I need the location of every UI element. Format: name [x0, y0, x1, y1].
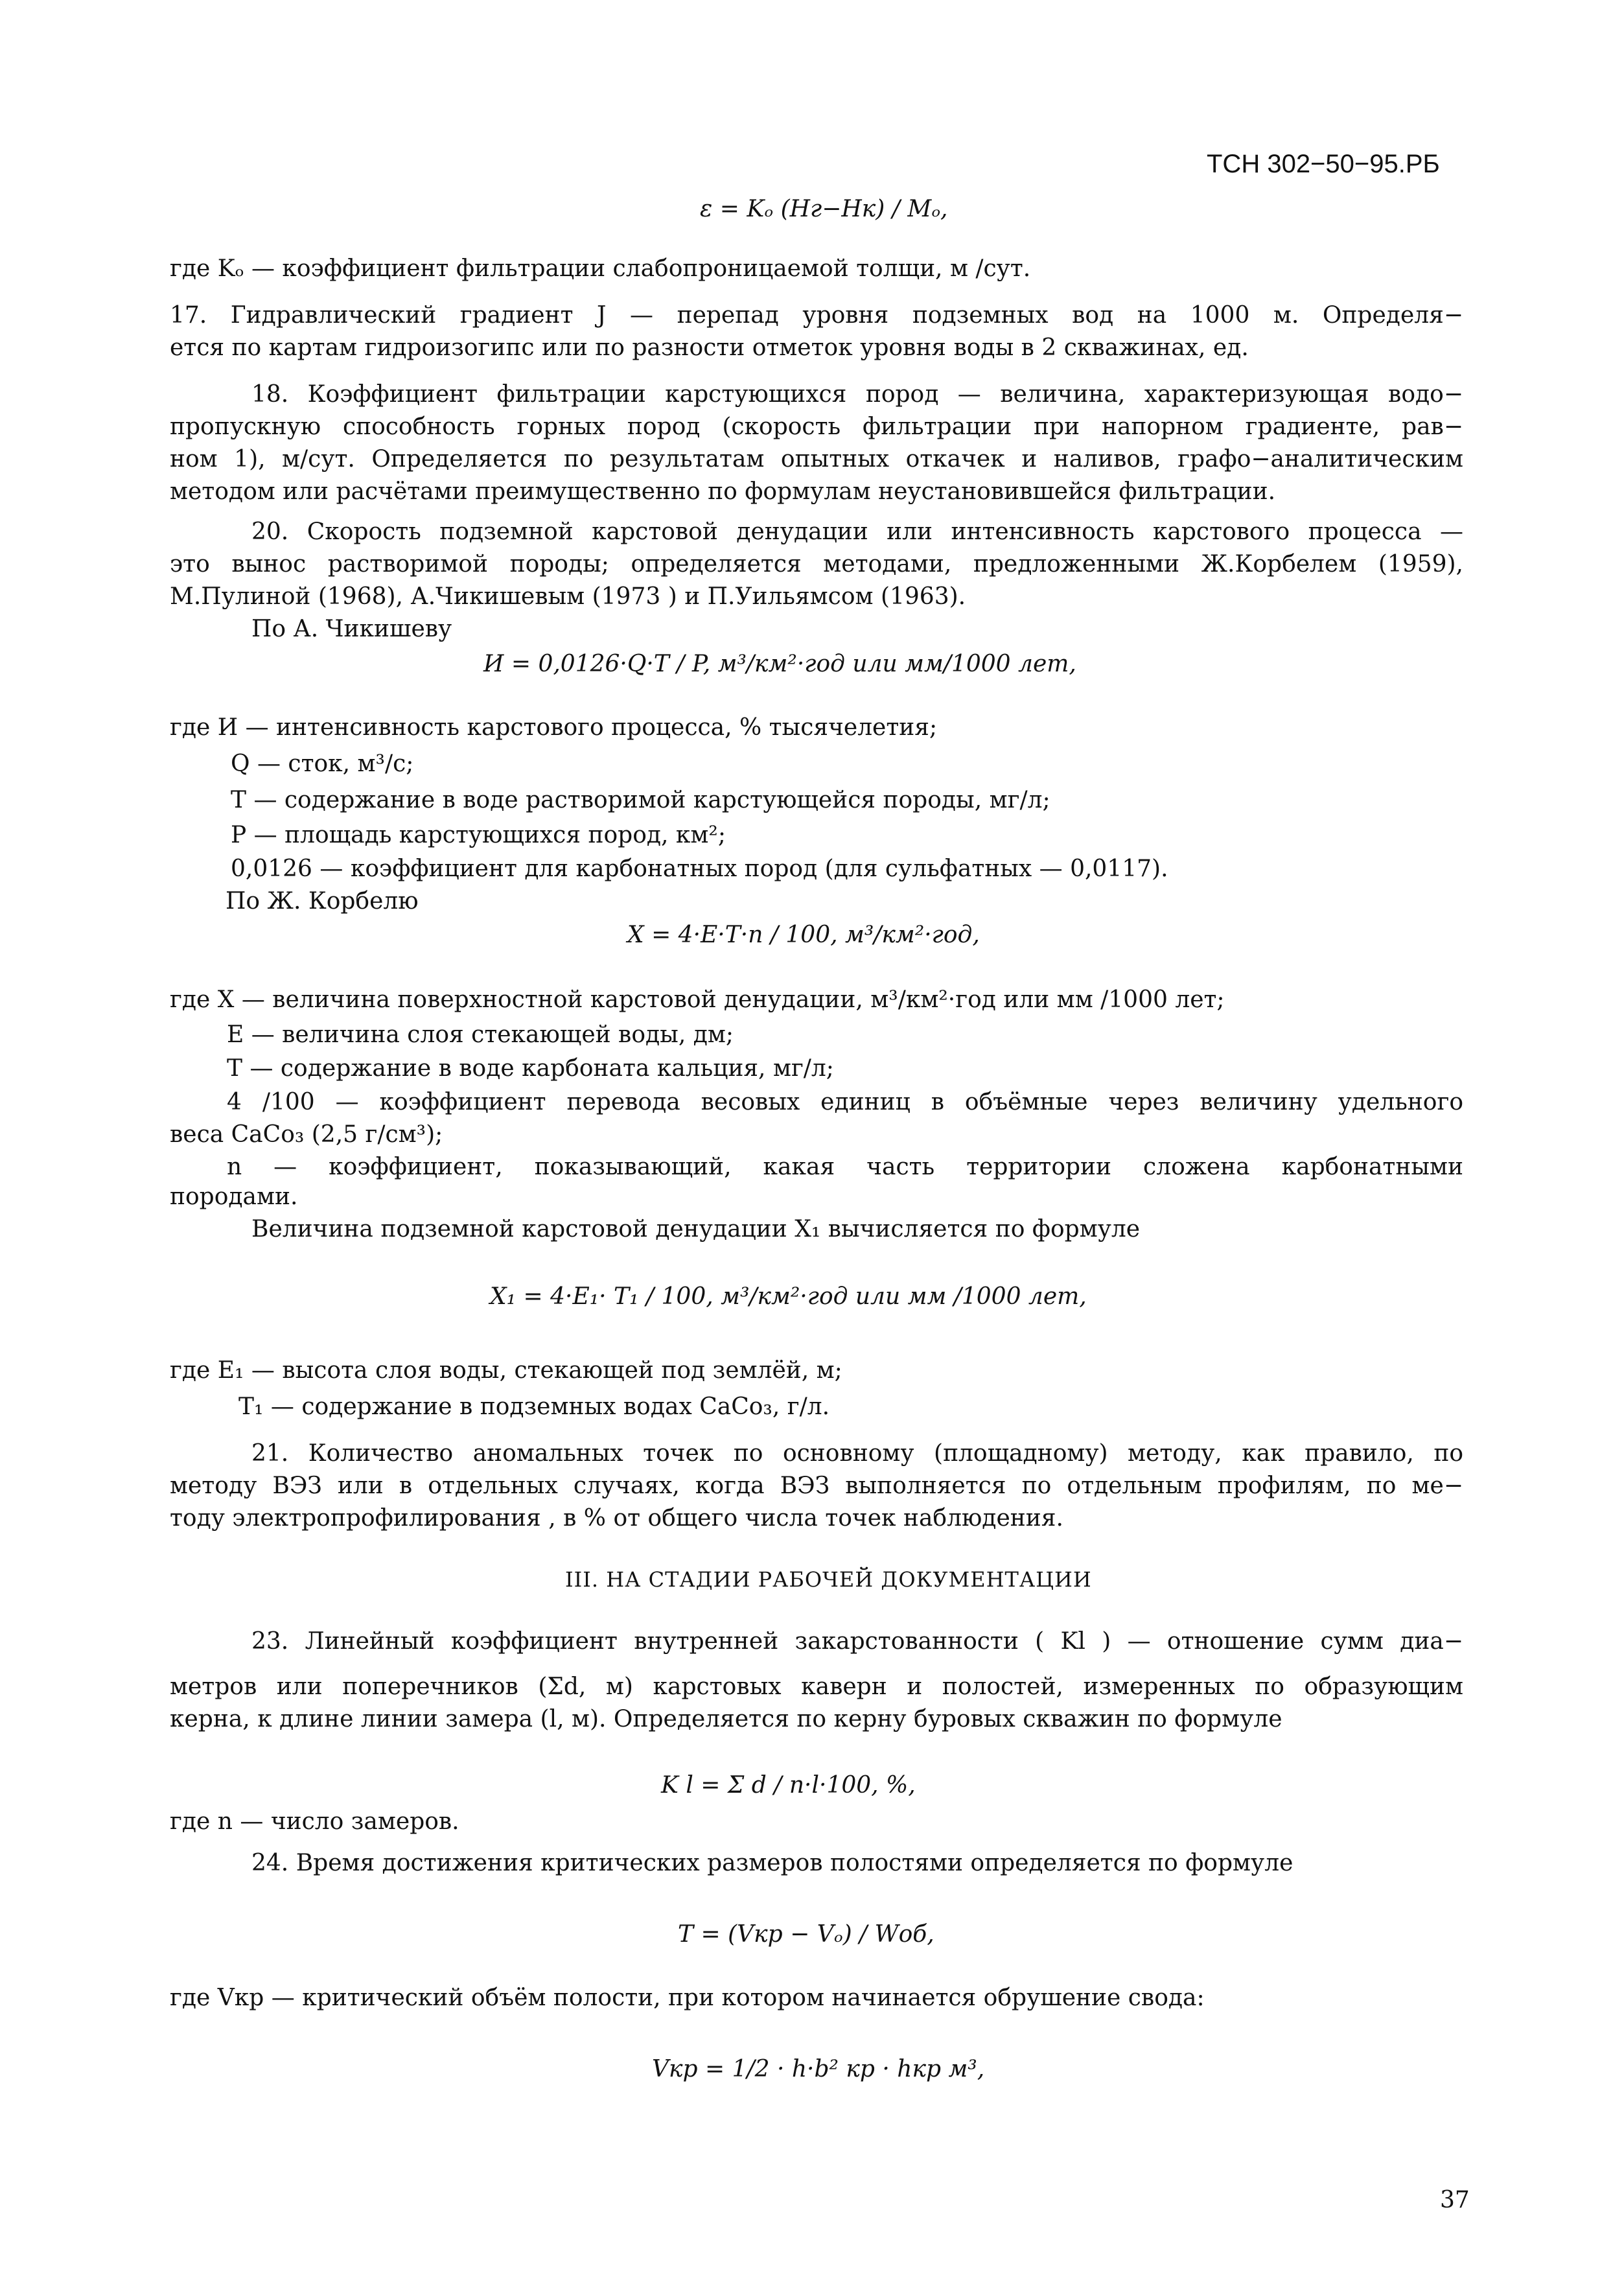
definition-n-line-1: n — коэффициент, показывающий, какая часть территории сложена карбонатными: [227, 1154, 1463, 1180]
definition-vkr: где Vкр — критический объём полости, при котором начинается обрушение свода:: [170, 1985, 1205, 2011]
definition-coefficient: 0,0126 — коэффициент для карбонатных пород (для сульфатных — 0,0117).: [231, 856, 1168, 882]
formula-kl: K l = Σ d / n·l·100, %,: [661, 1772, 916, 1799]
definition-n-count: где n — число замеров.: [170, 1808, 459, 1835]
definition-i: где И — интенсивность карстового процесса, % тысячелетия;: [170, 714, 938, 741]
page-number: 37: [1440, 2187, 1470, 2213]
paragraph-17-line-2: ется по картам гидроизогипс или по разности отметок уровня воды в 2 скважинах, ед.: [170, 334, 1249, 361]
po-chikishevu: По А. Чикишеву: [251, 616, 452, 642]
paragraph-21-line-3: тоду электропрофилирования , в % от общего числа точек наблюдения.: [170, 1505, 1063, 1532]
definition-t1: T₁ — содержание в подземных водах CaCo₃, г/л.: [238, 1393, 830, 1420]
definition-p: P — площадь карстующихся пород, км²;: [231, 822, 726, 848]
paragraph-20-line-2: это вынос растворимой породы; определяется методами, предложенными Ж.Корбелем (1959),: [170, 551, 1463, 577]
paragraph-23-line-1: 23. Линейный коэффициент внутренней закарстованности ( Kl ) — отношение сумм диа−: [251, 1628, 1463, 1655]
definition-t: T — содержание в воде растворимой карстующейся породы, мг/л;: [231, 787, 1050, 813]
formula-chikishev: И = 0,0126·Q·T / P, м³/км²·год или мм/1000 лет,: [483, 651, 1076, 677]
document-code: ТСН 302−50−95.РБ: [1207, 150, 1440, 178]
definition-4-100-line-2: веса CaCo₃ (2,5 г/см³);: [170, 1121, 443, 1148]
formula-x1: X₁ = 4·E₁· T₁ / 100, м³/км²·год или мм /1000 лет,: [490, 1283, 1087, 1310]
paragraph-18-line-1: 18. Коэффициент фильтрации карстующихся пород — величина, характеризующая водо−: [251, 381, 1463, 408]
paragraph-23-line-2: метров или поперечников (Σd, м) карстовых каверн и полостей, измеренных по образующим: [170, 1673, 1463, 1700]
definition-e1: где E₁ — высота слоя воды, стекающей под землёй, м;: [170, 1357, 842, 1384]
paragraph-24: 24. Время достижения критических размеров полостями определяется по формуле: [251, 1850, 1293, 1876]
po-korbelu: По Ж. Корбелю: [226, 888, 419, 915]
definition-t-calcium: T — содержание в воде карбоната кальция, мг/л;: [227, 1055, 834, 1082]
paragraph-18-line-3: ном 1), м/сут. Определяется по результатам опытных откачек и наливов, графо−аналитическим: [170, 446, 1463, 472]
paragraph-17-line-1: 17. Гидравлический градиент J — перепад уровня подземных вод на 1000 м. Определя−: [170, 302, 1463, 329]
paragraph-23-line-3: керна, к длине линии замера (l, м). Определяется по керну буровых скважин по формуле: [170, 1706, 1282, 1732]
definition-x: где X — величина поверхностной карстовой денудации, м³/км²·год или мм /1000 лет;: [170, 986, 1225, 1013]
definition-e: E — величина слоя стекающей воды, дм;: [227, 1021, 734, 1048]
formula-vkr: Vкр = 1/2 · h·b² кр · hкр м³,: [652, 2056, 985, 2082]
paragraph-20-line-3: М.Пулиной (1968), А.Чикишевым (1973 ) и П.Уильямсом (1963).: [170, 583, 966, 610]
x1-intro: Величина подземной карстовой денудации X₁ вычисляется по формуле: [251, 1216, 1141, 1242]
paragraph-21-line-2: методу ВЭЗ или в отдельных случаях, когда ВЭЗ выполняется по отдельным профилям, по ме−: [170, 1473, 1463, 1499]
formula-korbel: X = 4·E·T·n / 100, м³/км²·год,: [627, 922, 980, 948]
formula-t: T = (Vкр − Vₒ) / Wоб,: [678, 1921, 934, 1948]
paragraph-18-line-4: методом или расчётами преимущественно по формулам неустановившейся фильтрации.: [170, 478, 1276, 505]
paragraph-21-line-1: 21. Количество аномальных точек по основному (площадному) методу, как правило, по: [251, 1440, 1463, 1467]
paragraph-18-line-2: пропускную способность горных пород (скорость фильтрации при напорном градиенте, рав−: [170, 414, 1463, 440]
definition-q: Q — сток, м³/с;: [231, 751, 414, 777]
section-heading: III. НА СТАДИИ РАБОЧЕЙ ДОКУМЕНТАЦИИ: [565, 1567, 1092, 1592]
formula-epsilon: ε = Kₒ (Hг−Hк) / Mₒ,: [700, 196, 948, 222]
definition-ko: где Kₒ — коэффициент фильтрации слабопроницаемой толщи, м /сут.: [170, 255, 1031, 282]
definition-n-line-2: породами.: [170, 1183, 298, 1210]
paragraph-20-line-1: 20. Скорость подземной карстовой денудации или интенсивность карстового процесса —: [251, 519, 1463, 545]
definition-4-100-line-1: 4 /100 — коэффициент перевода весовых единиц в объёмные через величину удельного: [227, 1089, 1463, 1115]
